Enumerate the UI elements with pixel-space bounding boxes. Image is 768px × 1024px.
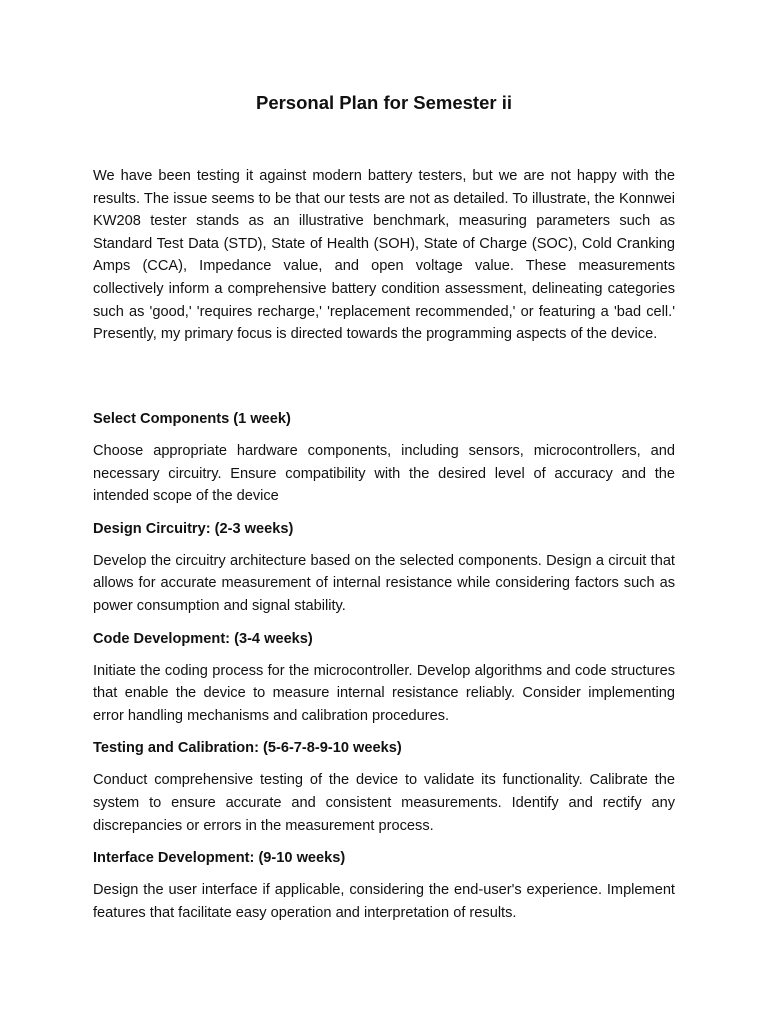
section-select-components [93, 408, 675, 508]
section-heading: Testing and Calibration: (5-6-7-8-9-10 weeks) [93, 740, 402, 757]
intro-paragraph: We have been testing it against modern battery testers, but we are not happy with the results. The issue seems to be that our tests are not as detailed. To illustrate, the Konnwei KW208 tester stands as an illustrative benchmark, measuring parameters such as Standard Test Data (STD), State of Health (SOH), State of Charge (SOC), Cold Cranking Amps (CCA), Impedance value, and open voltage value. These measurements collectively inform a comprehensive battery condition assessment, delineating categories such as 'good,' 'requires recharge,' 'replacement recommended,' or featuring a 'bad cell.' Presently, my primary focus is directed towards the programming aspects of the device. [93, 168, 675, 343]
section-body: Choose appropriate hardware components, including sensors, microcontrollers, and necessary circuitry. Ensure compatibility with the desired level of accuracy and the intended scope of the device [93, 443, 675, 505]
section-heading: Design Circuitry: (2-3 weeks) [93, 520, 294, 537]
document-title: Personal Plan for Semester ii [255, 92, 513, 113]
section-interface-development [93, 847, 675, 924]
section-body: Design the user interface if applicable, considering the end-user's experience. Implement features that facilitate easy operation and interpretation of results. [93, 882, 675, 921]
section-heading: Select Components (1 week) [93, 411, 291, 427]
section-body: Initiate the coding process for the microcontroller. Develop algorithms and code structures that enable the device to measure internal resistance reliably. Consider implementing error handling mechanisms and calibration procedures. [93, 662, 675, 724]
section-design-circuitry [93, 518, 675, 618]
section-code-development [93, 628, 675, 728]
section-heading: Interface Development: (9-10 weeks) [93, 850, 346, 867]
section-body: Conduct comprehensive testing of the device to validate its functionality. Calibrate the system to ensure accurate and consistent measurements. Identify and rectify any discrepancies or errors in the measurement process. [93, 772, 675, 834]
section-testing-calibration [93, 737, 675, 837]
section-body: Develop the circuitry architecture based on the selected components. Design a circuit that allows for accurate measurement of internal resistance while considering factors such as power consumption and signal stability. [93, 552, 675, 614]
section-heading: Code Development: (3-4 weeks) [93, 630, 313, 647]
plan-sections [93, 408, 675, 924]
